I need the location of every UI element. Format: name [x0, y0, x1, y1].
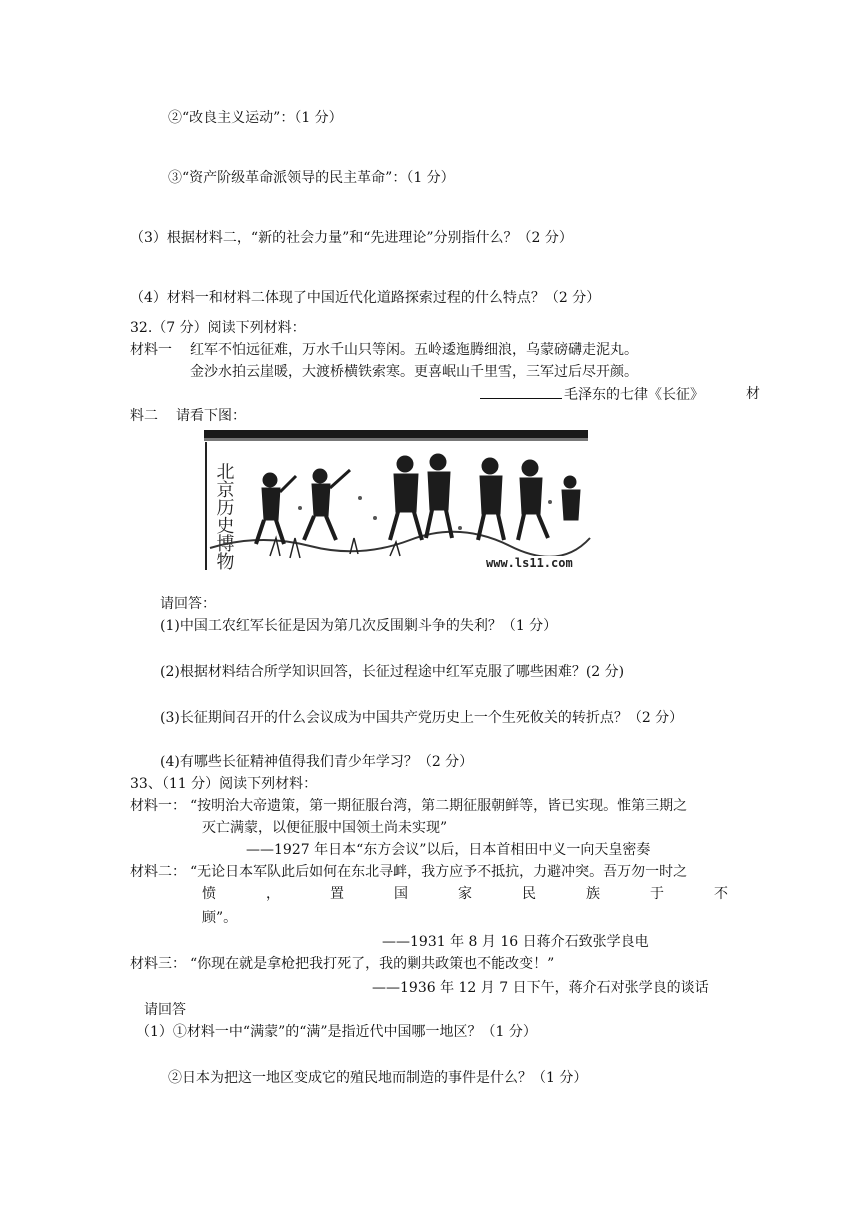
q32-question-4: (4)有哪些长征精神值得我们青少年学习？（2 分）: [160, 754, 474, 770]
q32-header: 32.（7 分）阅读下列材料：: [130, 320, 306, 336]
long-march-soldiers-illustration-icon: [200, 428, 592, 572]
spaced-char: 置: [330, 886, 344, 902]
q33-material-2-label: 材料二：: [130, 864, 186, 880]
q33-material-1-line-2: 灭亡满蒙，以便征服中国领土尚未实现”: [202, 820, 448, 836]
q31-subquestion-4: （4）材料一和材料二体现了中国近代化道路探索过程的什么特点？（2 分）: [130, 290, 601, 306]
q32-question-2: (2)根据材料结合所学知识回答，长征过程途中红军克服了哪些困难？(2 分): [160, 664, 625, 680]
q32-material-1-line-2: 金沙水拍云崖暖，大渡桥横铁索寒。更喜岷山千里雪，三军过后尽开颜。: [190, 364, 638, 380]
q32-material-1-source: 毛泽东的七律《长征》: [564, 387, 704, 403]
q33-material-1-source: ——1927 年日本“东方会议”以后，日本首相田中义一向天皇密奏: [246, 842, 651, 858]
q33-material-2-source: ——1931 年 8 月 16 日蒋介石致张学良电: [382, 934, 649, 950]
q33-material-1-label: 材料一：: [130, 798, 186, 814]
q31-subquestion-3: （3）根据材料二，“新的社会力量”和“先进理论”分别指什么？（2 分）: [130, 230, 573, 246]
long-march-illustration: [200, 428, 592, 572]
q33-material-3-line-1: “你现在就是拿枪把我打死了，我的剿共政策也不能改变！”: [190, 956, 555, 972]
q33-material-3-label: 材料三：: [130, 956, 186, 972]
q33-question-1b: ②日本为把这一地区变成它的殖民地而制造的事件是什么？（1 分）: [168, 1070, 588, 1086]
q32-material-1-source-row: [480, 384, 704, 405]
q32-material-2-label-end: 料二: [130, 408, 158, 424]
q32-material-2-label-start: 材: [746, 386, 760, 402]
spaced-char: 族: [586, 886, 600, 902]
q32-material-1-label: 材料一: [130, 342, 172, 358]
side-calligraphy: 北京历史博物: [213, 462, 235, 570]
spaced-char: 于: [650, 886, 664, 902]
spaced-char: 不: [714, 886, 728, 902]
source-blank: [480, 384, 562, 399]
q33-answer-prompt: 请回答: [144, 1002, 186, 1018]
q31-item-3: ③“资产阶级革命派领导的民主革命”：（1 分）: [168, 170, 455, 186]
q32-answer-prompt: 请回答：: [160, 596, 216, 612]
q32-material-2-text: 请看下图：: [176, 408, 246, 424]
spaced-char: 民: [522, 886, 536, 902]
q32-material-1-line-1: 红军不怕远征难，万水千山只等闲。五岭逶迤腾细浪，乌蒙磅礴走泥丸。: [190, 342, 638, 358]
q33-question-1: （1）①材料一中“满蒙”的“满”是指近代中国哪一地区？（1 分）: [136, 1024, 537, 1040]
q32-question-1: (1)中国工农红军长征是因为第几次反围剿斗争的失利？（1 分）: [160, 618, 558, 634]
image-watermark: www.ls11.com: [486, 556, 573, 570]
spaced-char: 家: [458, 886, 472, 902]
q32-question-3: (3)长征期间召开的什么会议成为中国共产党历史上一个生死攸关的转折点？（2 分）: [160, 710, 684, 726]
spaced-char: 愤: [202, 886, 216, 902]
q33-material-2-line-3: 顾”。: [202, 910, 238, 926]
spaced-char: ，: [266, 886, 280, 902]
q33-material-1-line-1: “按明治大帝遗策，第一期征服台湾，第二期征服朝鲜等，皆已实现。惟第三期之: [190, 798, 688, 814]
q33-material-2-line-2: [202, 884, 728, 904]
spaced-char: 国: [394, 886, 408, 902]
q31-item-2: ②“改良主义运动”：（1 分）: [168, 110, 343, 126]
q33-header: 33、（11 分）阅读下列材料：: [130, 776, 318, 792]
q33-material-2-line-1: “无论日本军队此后如何在东北寻衅，我方应予不抵抗，力避冲突。吾万勿一时之: [190, 864, 688, 880]
q33-material-3-source: ——1936 年 12 月 7 日下午，蒋介石对张学良的谈话: [372, 980, 709, 996]
